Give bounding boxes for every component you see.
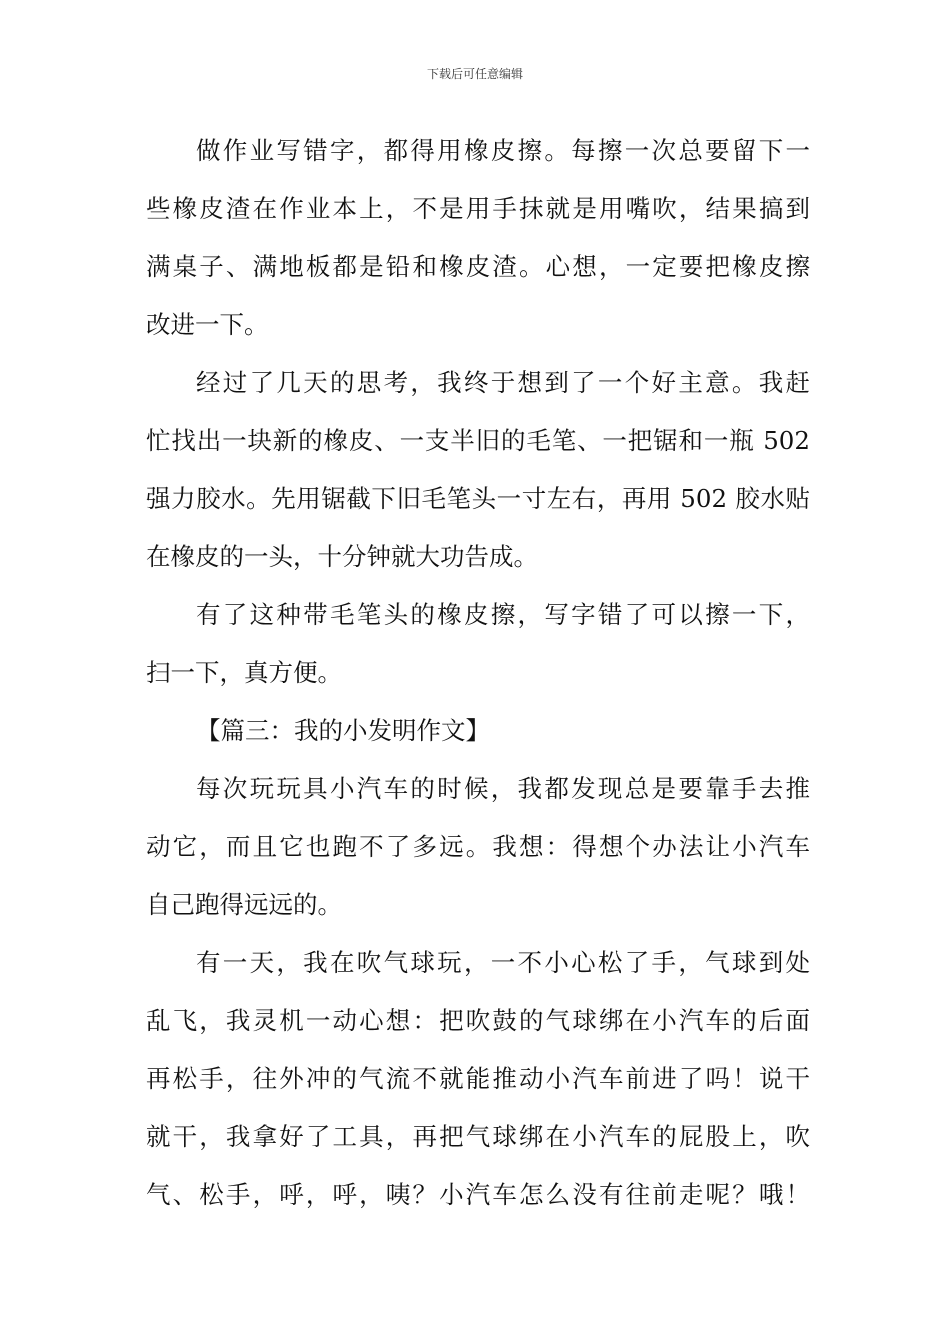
text-line: 满桌子、满地板都是铅和橡皮渣。心想，一定要把橡皮擦 [146,252,810,281]
text-line: 有了这种带毛笔头的橡皮擦，写字错了可以擦一下， [196,600,810,629]
text-line: 忙找出一块新的橡皮、一支半旧的毛笔、一把锯和一瓶 502 [146,426,810,455]
text-line: 扫一下，真方便。 [146,658,342,687]
text-line: 乱飞，我灵机一动心想：把吹鼓的气球绑在小汽车的后面 [146,1006,810,1035]
section-heading: 【篇三：我的小发明作文】 [196,716,490,745]
text-line: 自己跑得远远的。 [146,890,342,919]
text-line: 做作业写错字，都得用橡皮擦。每擦一次总要留下一 [196,136,810,165]
text-line: 每次玩玩具小汽车的时候，我都发现总是要靠手去推 [196,774,810,803]
document-body [146,122,810,1224]
text-line: 改进一下。 [146,310,269,339]
page-header: 下载后可任意编辑 [426,67,523,81]
text-line: 动它，而且它也跑不了多远。我想：得想个办法让小汽车 [146,832,810,861]
text-line: 在橡皮的一头，十分钟就大功告成。 [146,542,538,571]
text-line: 经过了几天的思考，我终于想到了一个好主意。我赶 [196,368,810,397]
text-line: 有一天，我在吹气球玩，一不小心松了手，气球到处 [196,948,810,977]
text-line: 再松手，往外冲的气流不就能推动小汽车前进了吗！说干 [146,1064,810,1093]
text-line: 气、松手，呼，呼，咦？小汽车怎么没有往前走呢？哦！ [146,1180,810,1209]
text-line: 就干，我拿好了工具，再把气球绑在小汽车的屁股上，吹 [146,1122,810,1151]
text-line: 些橡皮渣在作业本上，不是用手抹就是用嘴吹，结果搞到 [146,194,810,223]
text-line: 强力胶水。先用锯截下旧毛笔头一寸左右，再用 502 胶水贴 [146,484,810,513]
